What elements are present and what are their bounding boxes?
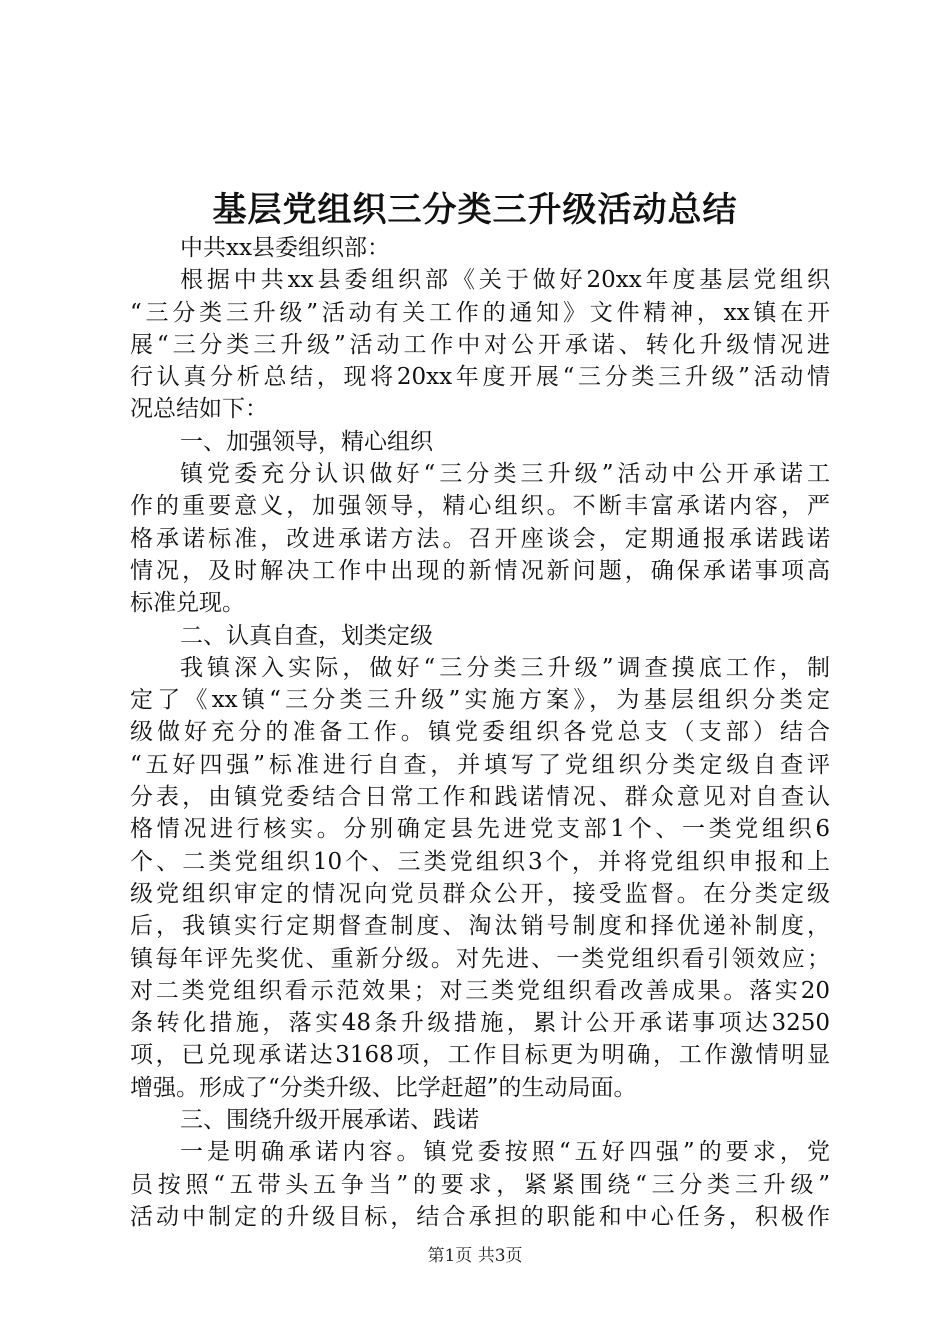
paragraph-line: 级做好充分的准备工作。镇党委组织各党总支（支部）结合	[130, 719, 830, 746]
paragraph-line: 我镇深入实际，做好“三分类三升级”调查摸底工作，制	[180, 654, 830, 681]
paragraph-line: 格情况进行核实。分别确定县先进党支部1个、一类党组织6	[130, 816, 830, 843]
section-heading: 三、围绕升级开展承诺、践诺	[180, 1107, 479, 1134]
paragraph-line: 行认真分析总结，现将20xx年度开展“三分类三升级”活动情	[130, 364, 830, 391]
paragraph-line: 情况，及时解决工作中出现的新情况新问题，确保承诺事项高	[130, 557, 830, 584]
paragraph-line: 况总结如下：	[130, 396, 268, 423]
paragraph-line: 定了《xx镇“三分类三升级”实施方案》，为基层组织分类定	[130, 687, 830, 714]
paragraph-line: 后，我镇实行定期督查制度、淘汰销号制度和择优递补制度，	[130, 913, 830, 940]
paragraph-line: 增强。形成了“分类升级、比学赶超”的生动局面。	[130, 1074, 637, 1101]
salutation-line: 中共xx县委组织部：	[180, 235, 390, 261]
paragraph-line: “三分类三升级”活动有关工作的通知》文件精神，xx镇在开	[130, 299, 830, 326]
paragraph-line: 格承诺标准，改进承诺方法。召开座谈会，定期通报承诺践诺	[130, 525, 830, 552]
paragraph-line: “五好四强”标准进行自查，并填写了党组织分类定级自查评	[130, 751, 830, 778]
paragraph-line: 条转化措施，落实48条升级措施，累计公开承诺事项达3250	[130, 1010, 830, 1037]
paragraph-line: 员按照“五带头五争当”的要求，紧紧围绕“三分类三升级”	[130, 1171, 830, 1198]
paragraph-line: 作的重要意义，加强领导，精心组织。不断丰富承诺内容，严	[130, 493, 830, 520]
paragraph-line: 活动中制定的升级目标，结合承担的职能和中心任务，积极作	[130, 1203, 830, 1230]
paragraph-line: 一是明确承诺内容。镇党委按照“五好四强”的要求，党	[180, 1139, 830, 1166]
paragraph-line: 分表，由镇党委结合日常工作和践诺情况、群众意见对自查认	[130, 784, 830, 811]
section-heading: 一、加强领导，精心组织	[180, 428, 433, 455]
paragraph-line: 镇每年评先奖优、重新分级。对先进、一类党组织看引领效应；	[130, 945, 830, 972]
paragraph-line: 根据中共xx县委组织部《关于做好20xx年度基层党组织	[180, 267, 830, 294]
document-title: 基层党组织三分类三升级活动总结	[212, 190, 738, 230]
document-body	[130, 232, 830, 1233]
paragraph-line: 镇党委充分认识做好“三分类三升级”活动中公开承诺工	[180, 461, 830, 488]
paragraph-line: 级党组织审定的情况向党员群众公开，接受监督。在分类定级	[130, 880, 830, 907]
page-number-footer: 第1页 共3页	[427, 1246, 523, 1266]
paragraph-line: 标准兑现。	[130, 590, 245, 617]
paragraph-line: 对二类党组织看示范效果；对三类党组织看改善成果。落实20	[130, 977, 830, 1004]
paragraph-line: 个、二类党组织10个、三类党组织3个，并将党组织申报和上	[130, 848, 830, 875]
section-heading: 二、认真自查，划类定级	[180, 622, 433, 649]
paragraph-line: 项，已兑现承诺达3168项，工作目标更为明确，工作激情明显	[130, 1042, 830, 1069]
paragraph-line: 展“三分类三升级”活动工作中对公开承诺、转化升级情况进	[130, 331, 830, 358]
